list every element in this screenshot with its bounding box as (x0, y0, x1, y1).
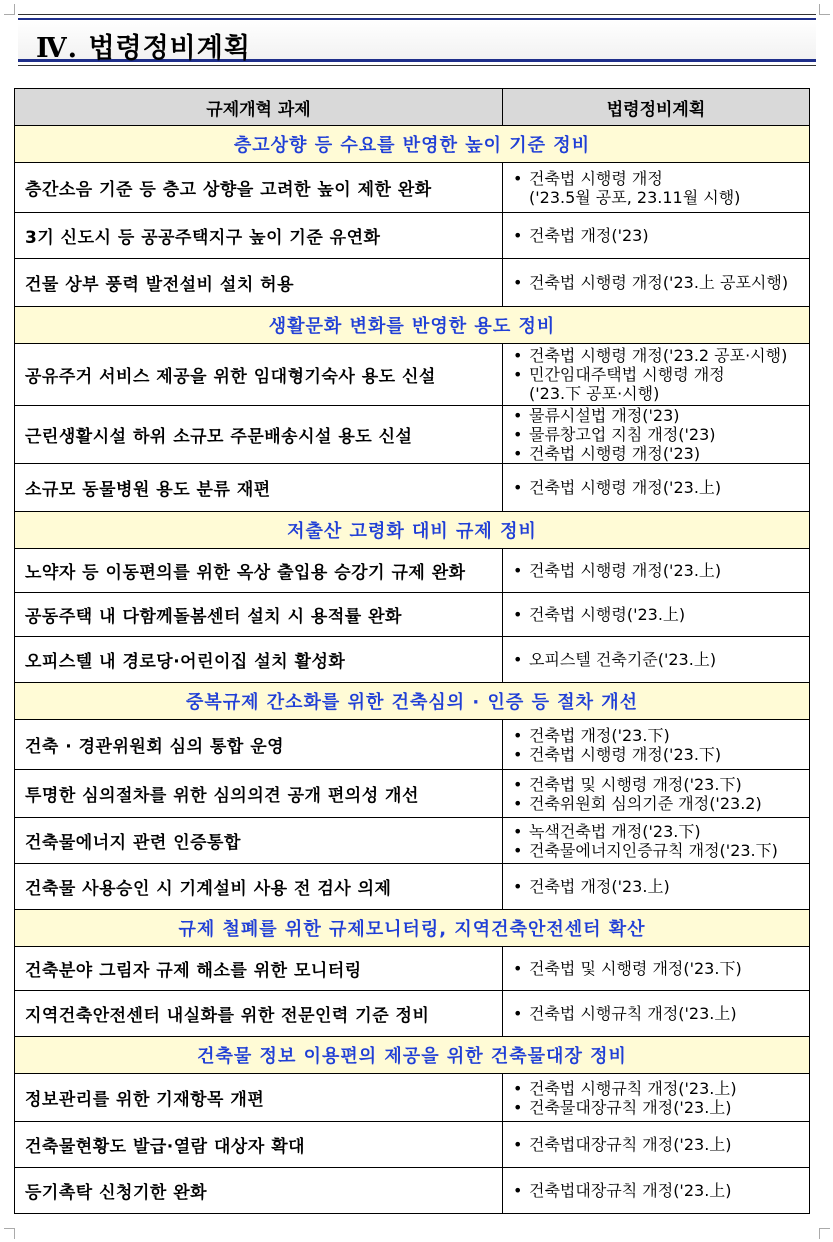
plan-item-continuation: ('23.5월 공포, 23.11월 시행) (529, 187, 741, 207)
plan-list (511, 1004, 809, 1023)
table-row (15, 637, 810, 683)
law-plan (503, 637, 810, 683)
reform-task: 지역건축안전센터 내실화를 위한 전문인력 기준 정비 (15, 991, 503, 1037)
plan-item: • 녹색건축법 개정('23.下) (511, 822, 809, 841)
reform-task: 오피스텔 내 경로당·어린이집 설치 활성화 (15, 637, 503, 683)
table-row (15, 991, 810, 1037)
plan-list (511, 726, 809, 764)
table-row (15, 720, 810, 770)
plan-list (511, 959, 809, 978)
plan-item: • 물류창고업 지침 개정('23) (511, 425, 809, 444)
table-row (15, 1168, 810, 1214)
law-plan (503, 1122, 810, 1168)
reform-task: 건축 · 경관위원회 심의 통합 운영 (15, 720, 503, 770)
table-row (15, 1122, 810, 1168)
plan-list (511, 346, 809, 403)
law-plan (503, 991, 810, 1037)
column-header-plan: 법령정비계획 (503, 89, 810, 126)
reform-task: 3기 신도시 등 공공주택지구 높이 기준 유연화 (15, 213, 503, 259)
page-corner-mark (819, 1228, 830, 1239)
law-plan (503, 1168, 810, 1214)
plan-item: • 건축법 시행령 개정('23.上) (511, 478, 809, 497)
plan-list (511, 822, 809, 860)
table-row (15, 593, 810, 637)
reform-task: 층간소음 기준 등 층고 상향을 고려한 높이 제한 완화 (15, 163, 503, 213)
section-heading: 중복규제 간소화를 위한 건축심의 · 인증 등 절차 개선 (15, 683, 810, 720)
reform-task: 건축물 사용승인 시 기계설비 사용 전 검사 의제 (15, 864, 503, 910)
table-row (15, 464, 810, 512)
plan-item: • 건축법 개정('23) (511, 226, 809, 245)
plan-list (511, 877, 809, 896)
column-header-task: 규제개혁 과제 (15, 89, 503, 126)
table-row (15, 1074, 810, 1122)
reform-task: 공동주택 내 다함께돌봄센터 설치 시 용적률 완화 (15, 593, 503, 637)
plan-list (511, 1135, 809, 1154)
table-row (15, 406, 810, 464)
law-plan (503, 163, 810, 213)
plan-item: • 물류시설법 개정('23) (511, 406, 809, 425)
reform-task: 건축물에너지 관련 인증통합 (15, 818, 503, 864)
reform-task: 공유주거 서비스 제공을 위한 임대형기숙사 용도 신설 (15, 344, 503, 406)
law-plan (503, 213, 810, 259)
law-plan (503, 770, 810, 818)
plan-item: • 건축법 시행령('23.上) (511, 605, 809, 624)
plan-list (511, 169, 809, 207)
page-corner-mark (819, 4, 830, 15)
reform-task: 근린생활시설 하위 소규모 주문배송시설 용도 신설 (15, 406, 503, 464)
plan-item: • 건축법 시행규칙 개정('23.上) (511, 1004, 809, 1023)
section-heading: 건축물 정보 이용편의 제공을 위한 건축물대장 정비 (15, 1037, 810, 1074)
reform-task: 건축물현황도 발급·열람 대상자 확대 (15, 1122, 503, 1168)
plan-item: • 건축법 개정('23.上) (511, 877, 809, 896)
plan-list (511, 775, 809, 813)
table-header-row (15, 89, 810, 126)
table-row (15, 213, 810, 259)
table-row (15, 770, 810, 818)
table-row (15, 818, 810, 864)
plan-item: • 건축법 및 시행령 개정('23.下) (511, 959, 809, 978)
plan-item: • 건축법 시행령 개정('23.下) (511, 745, 809, 764)
plan-item: • 건축법 시행규칙 개정('23.上) (511, 1079, 809, 1098)
plan-list (511, 561, 809, 580)
law-plan (503, 947, 810, 991)
reform-task: 등기촉탁 신청기한 완화 (15, 1168, 503, 1214)
reform-task: 노약자 등 이동편의를 위한 옥상 출입용 승강기 규제 완화 (15, 549, 503, 593)
law-plan (503, 344, 810, 406)
law-plan (503, 464, 810, 512)
page-corner-mark (4, 1228, 15, 1239)
plan-item: • 건축위원회 심의기준 개정('23.2) (511, 794, 809, 813)
plan-item: • 오피스텔 건축기준('23.上) (511, 650, 809, 669)
plan-list (511, 1181, 809, 1200)
plan-item: • 건축법 시행령 개정('23.2 공포·시행) (511, 346, 809, 365)
plan-item: • 건축법 시행령 개정('23) (511, 444, 809, 463)
section-heading: 생활문화 변화를 반영한 용도 정비 (15, 307, 810, 344)
table-row (15, 163, 810, 213)
plan-item: • 건축법대장규칙 개정('23.上) (511, 1135, 809, 1154)
reform-plan-table (14, 88, 810, 1214)
title-bar (18, 14, 816, 66)
law-plan (503, 720, 810, 770)
table-row (15, 344, 810, 406)
law-plan (503, 864, 810, 910)
plan-list (511, 650, 809, 669)
page-title: Ⅳ. 법령정비계획 (36, 33, 251, 64)
plan-item-continuation: ('23.下 공포·시행) (529, 384, 660, 403)
section-heading: 저출산 고령화 대비 규제 정비 (15, 512, 810, 549)
plan-item: • 건축법대장규칙 개정('23.上) (511, 1181, 809, 1200)
law-plan (503, 818, 810, 864)
reform-task: 정보관리를 위한 기재항목 개편 (15, 1074, 503, 1122)
plan-list (511, 226, 809, 245)
reform-task: 건축분야 그림자 규제 해소를 위한 모니터링 (15, 947, 503, 991)
title-bar-inner (18, 18, 816, 62)
law-plan (503, 406, 810, 464)
table-row (15, 864, 810, 910)
table-row (15, 947, 810, 991)
section-row (15, 126, 810, 163)
section-row (15, 683, 810, 720)
plan-item: • 건축법 개정('23.下) (511, 726, 809, 745)
section-row (15, 512, 810, 549)
table-body (15, 126, 810, 1214)
section-row (15, 307, 810, 344)
page-corner-mark (4, 4, 15, 15)
section-row (15, 1037, 810, 1074)
table-row (15, 549, 810, 593)
section-heading: 층고상향 등 수요를 반영한 높이 기준 정비 (15, 126, 810, 163)
law-plan (503, 593, 810, 637)
law-plan (503, 549, 810, 593)
reform-task: 소규모 동물병원 용도 분류 재편 (15, 464, 503, 512)
table-row (15, 259, 810, 307)
law-plan (503, 259, 810, 307)
section-heading: 규제 철폐를 위한 규제모니터링, 지역건축안전센터 확산 (15, 910, 810, 947)
reform-task: 건물 상부 풍력 발전설비 설치 허용 (15, 259, 503, 307)
plan-list (511, 273, 809, 292)
plan-item: • 건축법 및 시행령 개정('23.下) (511, 775, 809, 794)
law-plan (503, 1074, 810, 1122)
plan-list (511, 605, 809, 624)
plan-list (511, 478, 809, 497)
plan-item: • 건축물에너지인증규칙 개정('23.下) (511, 841, 809, 860)
plan-item: • 건축물대장규칙 개정('23.上) (511, 1098, 809, 1117)
section-row (15, 910, 810, 947)
plan-list (511, 406, 809, 463)
plan-list (511, 1079, 809, 1117)
plan-item: • 건축법 시행령 개정 (511, 169, 809, 188)
plan-item: • 건축법 시행령 개정('23.上) (511, 561, 809, 580)
reform-task: 투명한 심의절차를 위한 심의의견 공개 편의성 개선 (15, 770, 503, 818)
plan-item: • 민간임대주택법 시행령 개정 (511, 365, 809, 384)
plan-item: • 건축법 시행령 개정('23.上 공포시행) (511, 273, 809, 292)
